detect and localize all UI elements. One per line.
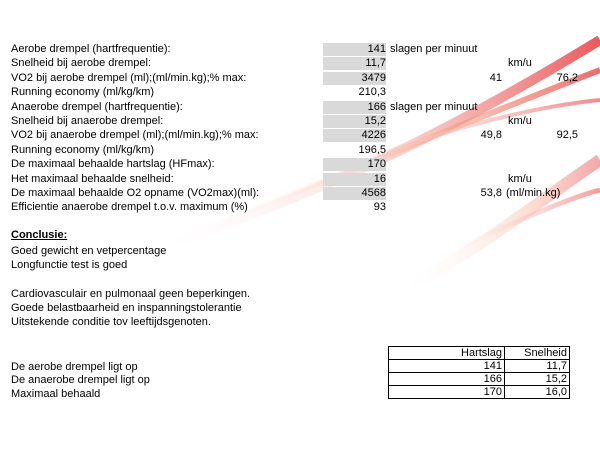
metric-per-kg-value: 49,8	[480, 129, 502, 142]
metric-label: Aerobe drempel (hartfrequentie):	[11, 43, 171, 55]
summary-table	[388, 346, 570, 399]
metric-row	[0, 115, 600, 128]
table-row	[389, 360, 570, 373]
table-row	[389, 386, 570, 399]
metric-label: VO2 bij aerobe drempel (ml);(ml/min.kg);% max:	[11, 71, 247, 84]
metric-row	[0, 43, 600, 56]
conclusion-title: Conclusie:	[11, 229, 68, 241]
metric-value: 170	[323, 158, 386, 171]
metric-row	[0, 187, 600, 200]
conclusion-line: Goed gewicht en vetpercentage	[11, 245, 167, 257]
summary-header-row	[389, 347, 570, 360]
cell-snelheid: 16,0	[505, 386, 570, 399]
metric-value: 15,2	[323, 115, 386, 128]
metric-value: 196,5	[358, 143, 386, 156]
metric-row	[0, 144, 600, 157]
metric-label: VO2 bij anaerobe drempel (ml);(ml/min.kg);% max:	[11, 129, 259, 142]
metric-value: 4226	[323, 129, 386, 142]
conclusion-line: Cardiovasculair en pulmonaal geen beperkingen.	[11, 288, 251, 300]
conclusion-line: Longfunctie test is goed	[11, 259, 128, 271]
metric-row	[0, 101, 600, 114]
metric-ml-min-kg-unit: (ml/min.kg)	[506, 187, 561, 199]
cell-hartslag: 141	[389, 360, 505, 373]
metric-value: 4568	[323, 187, 386, 200]
summary-row-label: Maximaal behaald	[11, 388, 101, 400]
metric-value: 210,3	[358, 86, 386, 99]
metric-per-kg-value: 53,8	[480, 187, 502, 199]
metric-value: 93	[373, 201, 386, 214]
cell-snelheid: 15,2	[505, 373, 570, 386]
metric-value: 141	[323, 43, 386, 56]
summary-row-label: De anaerobe drempel ligt op	[11, 374, 150, 386]
header-hartslag: Hartslag	[389, 347, 505, 360]
metric-value: 166	[323, 101, 386, 114]
metric-row	[0, 201, 600, 214]
metric-label: Efficientie anaerobe drempel t.o.v. maximum (%)	[11, 201, 248, 214]
metric-speed-unit: km/u	[508, 57, 532, 70]
metric-row	[0, 158, 600, 171]
metric-row	[0, 173, 600, 186]
metric-row	[0, 72, 600, 85]
cell-hartslag: 170	[389, 386, 505, 399]
conclusion-line: Uitstekende conditie tov leeftijdsgenoten.	[11, 316, 211, 328]
metric-row	[0, 86, 600, 99]
table-row	[389, 373, 570, 386]
cell-hartslag: 166	[389, 373, 505, 386]
metric-speed-unit: km/u	[508, 115, 532, 127]
metric-value: 3479	[323, 72, 386, 85]
cell-snelheid: 11,7	[505, 360, 570, 373]
metric-value: 16	[323, 173, 386, 186]
header-snelheid: Snelheid	[505, 347, 570, 360]
metric-speed-unit: km/u	[508, 172, 532, 185]
summary-row-label: De aerobe drempel ligt op	[11, 361, 138, 373]
metric-label: Anaerobe drempel (hartfrequentie):	[11, 100, 183, 113]
metric-label: Running economy (ml/kg/km)	[11, 86, 155, 99]
metric-label: Snelheid bij aerobe drempel:	[11, 57, 152, 70]
metric-label: Snelheid bij anaerobe drempel:	[11, 115, 164, 127]
metric-label: De maximaal behaalde O2 opname (VO2max)(ml):	[11, 187, 260, 199]
metric-unit: slagen per minuut	[390, 100, 478, 113]
metric-unit: slagen per minuut	[390, 43, 478, 55]
metric-label: Running economy (ml/kg/km)	[11, 143, 155, 156]
metric-percent-max: 76,2	[556, 71, 578, 84]
metric-per-kg-value: 41	[489, 71, 502, 84]
metric-label: Het maximaal behaalde snelheid:	[11, 172, 174, 185]
metric-value: 11,7	[323, 57, 386, 70]
metric-percent-max: 92,5	[556, 129, 578, 142]
conclusion-line: Goede belastbaarheid en inspanningstolerantie	[11, 302, 242, 314]
metric-label: De maximaal behaalde hartslag (HFmax):	[11, 158, 215, 171]
metric-row	[0, 57, 600, 70]
metric-row	[0, 129, 600, 142]
